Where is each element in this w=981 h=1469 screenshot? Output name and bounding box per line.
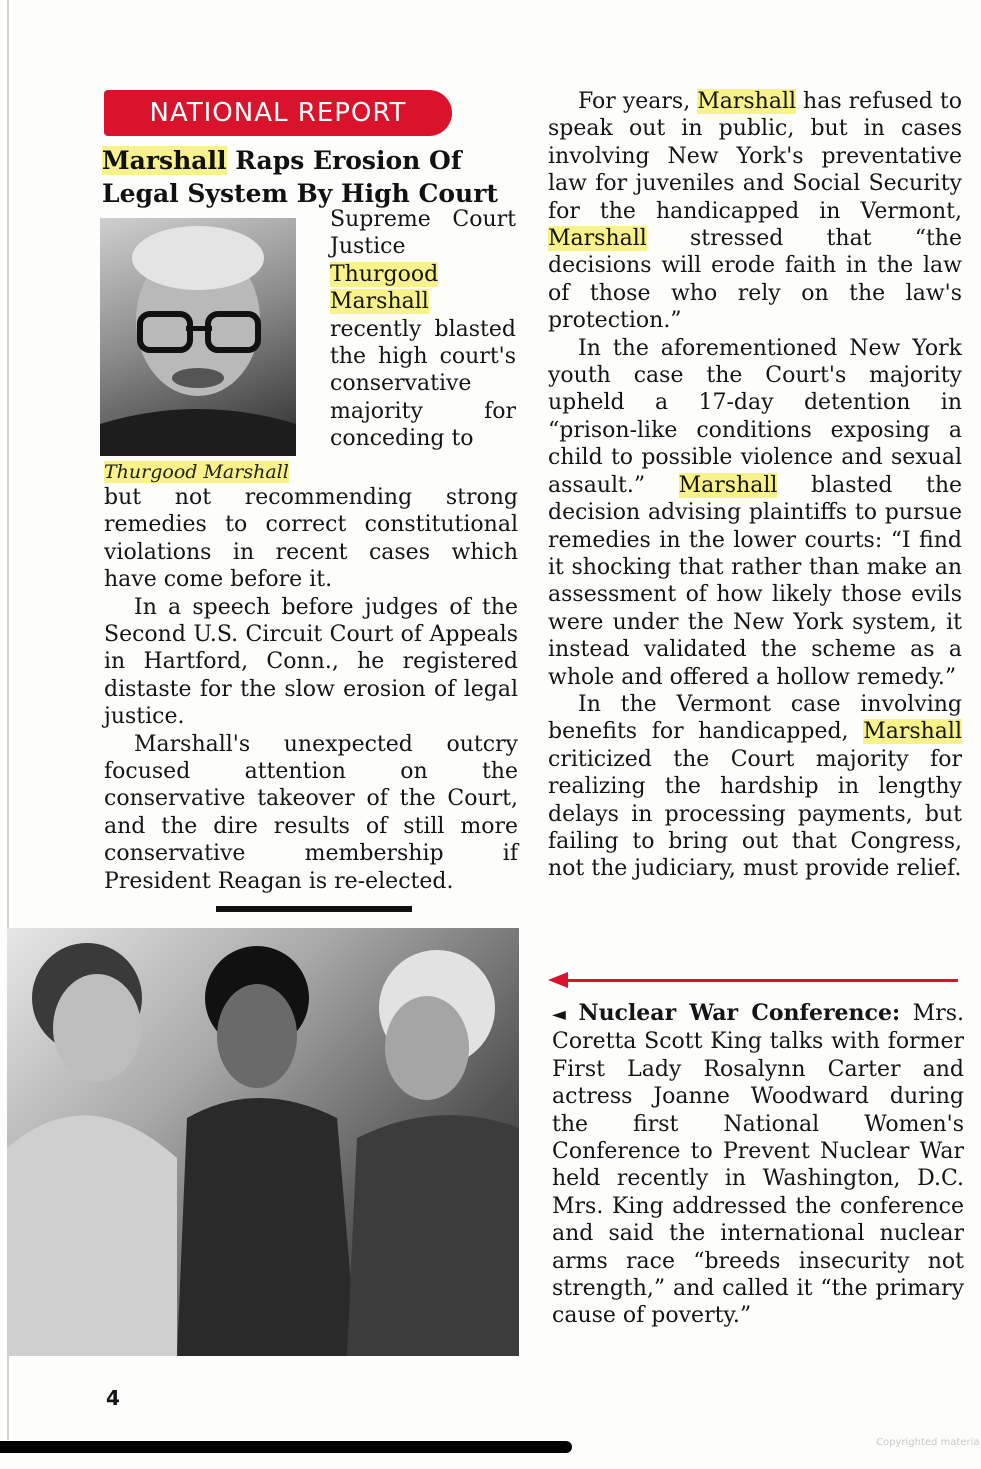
right-paragraph-2: [548, 335, 962, 691]
group-photo-figures: [7, 928, 519, 1356]
paragraph-1-continued: but not recommending strong remedies to correct constitutional violations in recent cases which have come before it.: [104, 485, 518, 593]
left-column-body: [104, 484, 518, 895]
article-headline: [102, 144, 522, 210]
nuclear-caption-text: Mrs. Coretta Scott King talks with former First Lady Rosalynn Carter and actress Joanne Woodward during the first National Women's Conference to Prevent Nuclear War held recently in Washington, D.C. Mrs. King addressed the conference and said the international nuclear arms race “breeds insecurity not strength,” and called it “the primary cause of poverty.”: [552, 1001, 964, 1329]
headline-highlight: Marshall: [102, 146, 227, 175]
right-paragraph-1: [548, 88, 962, 335]
section-banner: NATIONAL REPORT: [104, 90, 452, 136]
right-p2-text-a: In the aforementioned New York youth case the Court's majority upheld a 17-day detention in “prison-like conditions exposing a child to possible violence and sexual assault.”: [548, 335, 962, 498]
paragraph-2: In a speech before judges of the Second U.S. Circuit Court of Appeals in Hartford, Conn., he registered distaste for the slow erosion of legal justice.: [104, 594, 518, 730]
right-paragraph-3: [548, 691, 962, 883]
lede-paragraph: [330, 206, 516, 453]
right-p2-highlight: Marshall: [678, 472, 778, 498]
right-p3-text-b: criticized the Court majority for realizing the hardship in lengthy delays in processing payments, but failing to bring out that Congress, not the judiciary, must provide relief.: [548, 746, 962, 882]
right-p1-text-b: has refused to speak out in public, but in cases involving New York's preventative law for juveniles and Social Security for the handicapped in Vermont,: [548, 89, 962, 224]
lede-highlight: Thurgood Marshall: [330, 261, 439, 315]
page-number: 4: [106, 1386, 120, 1410]
photo-caption: [104, 459, 309, 485]
left-arrow-icon: [566, 979, 958, 982]
conference-photo: [7, 928, 519, 1356]
right-p2-text-b: blasted the decision advising plaintiffs to pursue remedies in the lower courts: “I find it shocking that rather than make an assessment of how likely those evils were under the New York system, it instead validated the scheme as a whole and offered a hollow remedy.”: [548, 472, 963, 690]
portrait-silhouette: [100, 218, 296, 456]
section-divider: [216, 906, 412, 912]
arrow-head-icon: [548, 972, 568, 988]
right-column-body: [548, 88, 962, 883]
right-p3-highlight: Marshall: [863, 719, 962, 745]
right-p1-text-c: stressed that “the decisions will erode faith in the law of those who rely on the law's protection.”: [548, 226, 962, 334]
reading-progress-bar[interactable]: [0, 1441, 572, 1453]
right-p1-highlight-2: Marshall: [548, 226, 647, 252]
photo-caption-nuclear: [552, 1000, 964, 1330]
caption-highlight: Thurgood Marshall: [104, 461, 289, 483]
left-triangle-icon: ◄: [552, 1004, 566, 1025]
copyright-watermark: Copyrighted materia: [876, 1437, 980, 1448]
right-p3-text-a: In the Vermont case involving benefits for handicapped,: [548, 691, 962, 745]
lede-text-start: Supreme Court Justice: [330, 207, 516, 260]
paragraph-3: Marshall's unexpected outcry focused attention on the conservative takeover of the Court, and the dire results of still more conservative membership if President Reagan is re-elected.: [104, 731, 518, 894]
nuclear-caption-title: Nuclear War Conference:: [578, 1000, 901, 1026]
right-p1-highlight-1: Marshall: [697, 89, 797, 114]
headline-text: Raps Erosion Of Legal System By High Court: [102, 146, 498, 208]
lede-text-end: recently blasted the high court's conservative majority for conceding to: [330, 316, 516, 452]
marshall-photo: [100, 218, 296, 456]
right-p1-text-a: For years,: [578, 89, 698, 114]
